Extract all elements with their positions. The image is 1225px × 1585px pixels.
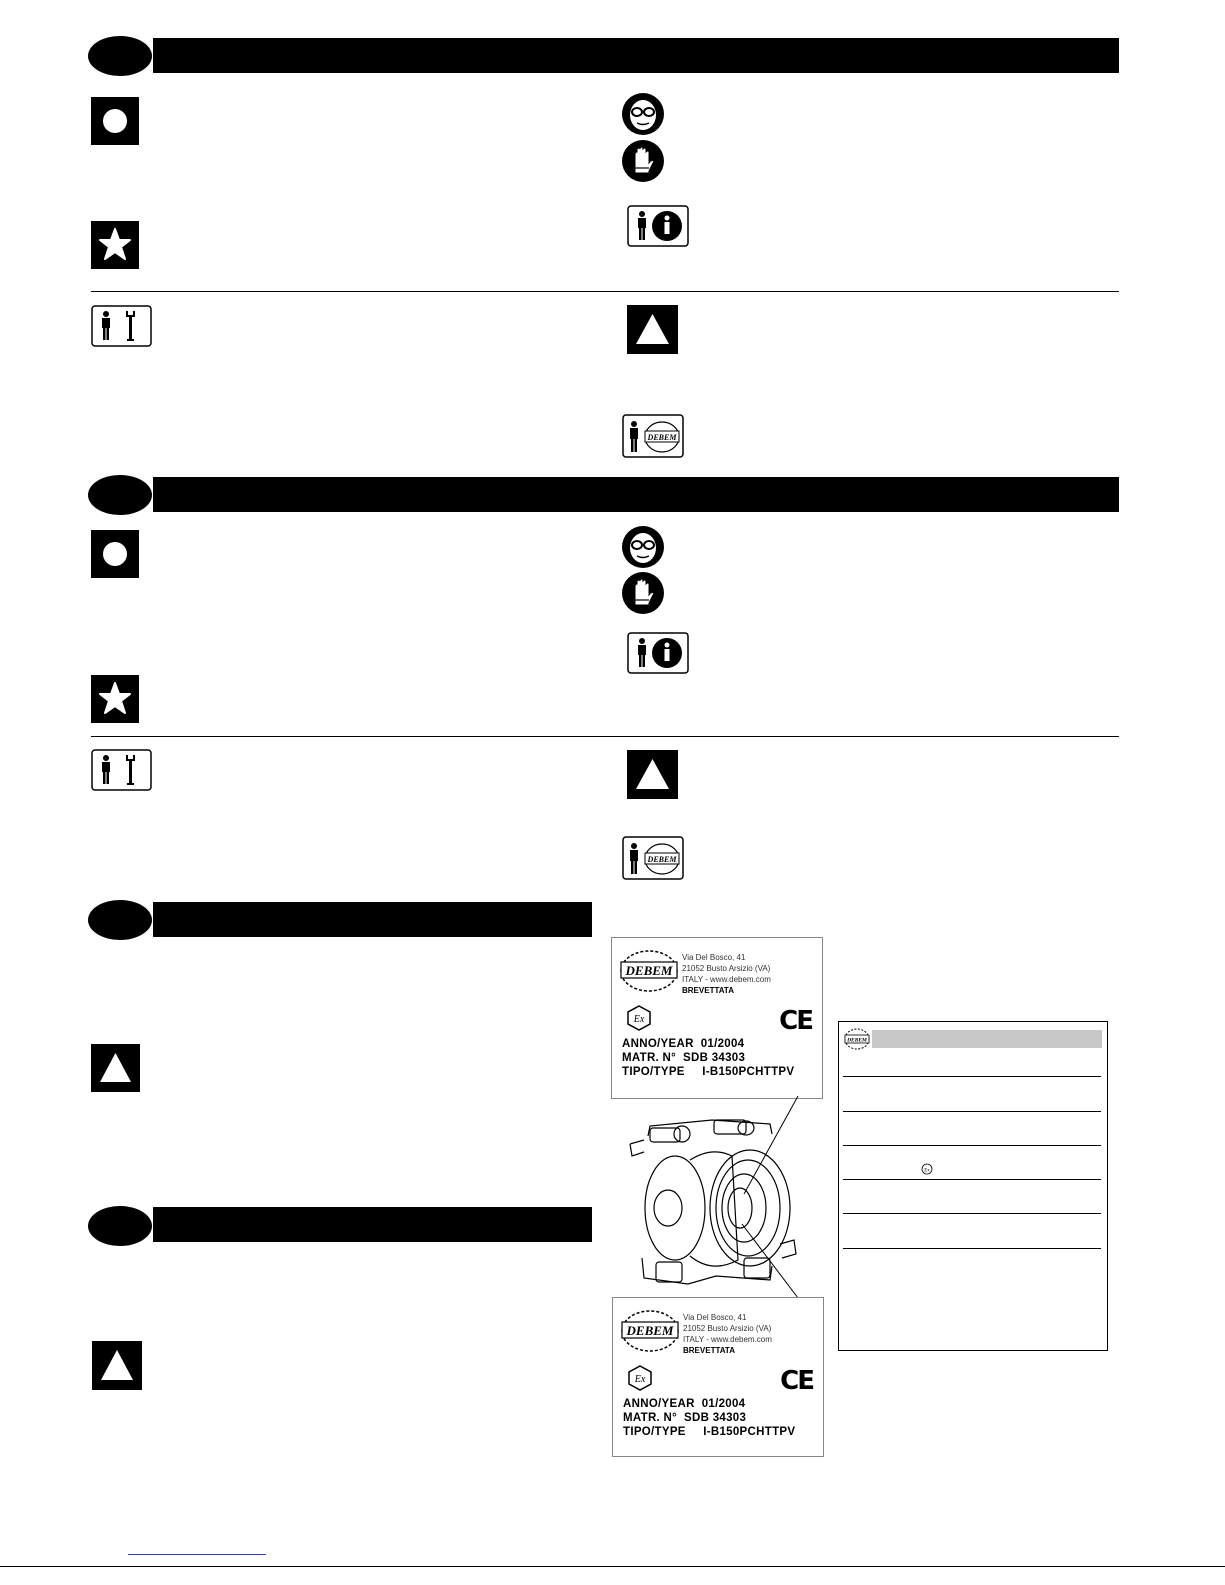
goggles-icon — [621, 92, 665, 136]
plate-field-line — [843, 1111, 1101, 1112]
patent-text: BREVETTATA — [682, 986, 734, 995]
svg-text:DEBEM: DEBEM — [847, 1037, 867, 1044]
atex-ex-icon — [921, 1163, 933, 1175]
gloves-icon — [621, 139, 665, 183]
maintenance-icon — [91, 749, 152, 791]
address-line: Via Del Bosco, 41 — [683, 1313, 747, 1322]
mandatory-icon — [91, 530, 139, 578]
address-line: 21052 Busto Arsizio (VA) — [683, 1324, 772, 1333]
address-line: Via Del Bosco, 41 — [682, 953, 746, 962]
svg-text:Ex: Ex — [634, 1374, 646, 1385]
address-line: ITALY - www.debem.com — [682, 975, 771, 984]
serial-line: MATR. N° SDB 34303 — [623, 1412, 747, 1424]
debem-technician-icon — [622, 414, 684, 458]
svg-text:Ex: Ex — [633, 1014, 645, 1025]
star-icon — [91, 221, 139, 269]
debem-badge-text: DEBEM — [647, 433, 677, 442]
svg-text:Ex: Ex — [924, 1168, 930, 1174]
plate-field-line — [843, 1076, 1101, 1077]
address-line: 21052 Busto Arsizio (VA) — [682, 964, 771, 973]
debem-technician-icon — [622, 836, 684, 880]
star-icon — [91, 675, 139, 723]
warning-icon — [92, 1341, 142, 1390]
plate-field-line — [843, 1145, 1101, 1146]
maintenance-icon — [91, 305, 152, 347]
debem-badge-text: DEBEM — [647, 855, 677, 864]
logo-text: DEBEM — [626, 1323, 674, 1338]
debem-logo-icon — [619, 1308, 681, 1354]
serial-line: MATR. N° SDB 34303 — [622, 1052, 746, 1064]
mandatory-icon — [91, 97, 139, 145]
read-manual-icon — [627, 632, 689, 674]
divider — [91, 736, 1119, 737]
read-manual-icon — [627, 205, 689, 247]
plate-field-line — [843, 1179, 1101, 1180]
manufacturer-address — [682, 952, 771, 996]
type-line: TIPO/TYPE I-B150PCHTTPV — [623, 1426, 796, 1438]
logo-text: DEBEM — [625, 963, 673, 978]
manufacturer-address — [683, 1312, 772, 1356]
debem-logo-icon — [844, 1028, 870, 1050]
goggles-icon — [621, 525, 665, 569]
section-marker — [88, 900, 152, 940]
plate-header-band — [872, 1030, 1102, 1048]
section-header-bar — [153, 38, 1119, 73]
year-line: ANNO/YEAR 01/2004 — [622, 1038, 745, 1050]
pump-nameplate-label — [611, 937, 823, 1099]
section-marker — [88, 36, 152, 76]
ce-mark: CE — [780, 1366, 813, 1396]
warning-icon — [627, 305, 678, 354]
section-header-bar — [153, 902, 592, 937]
pump-nameplate-label — [612, 1297, 824, 1457]
atex-ex-icon — [627, 1364, 653, 1392]
footer-link-underline[interactable] — [128, 1554, 266, 1555]
warning-icon — [91, 1044, 140, 1092]
divider — [91, 291, 1119, 292]
type-line: TIPO/TYPE I-B150PCHTTPV — [622, 1066, 795, 1078]
plate-field-line — [843, 1248, 1101, 1249]
section-marker — [88, 475, 152, 515]
pump-drawing — [620, 1090, 820, 1300]
warning-icon — [627, 750, 678, 799]
section-marker — [88, 1206, 152, 1246]
section-header-bar — [153, 1207, 592, 1242]
address-line: ITALY - www.debem.com — [683, 1335, 772, 1344]
page-bottom-line — [0, 1566, 1225, 1567]
data-plate-form — [838, 1021, 1108, 1351]
debem-logo-icon — [618, 948, 680, 994]
patent-text: BREVETTATA — [683, 1346, 735, 1355]
plate-field-line — [843, 1213, 1101, 1214]
section-header-bar — [153, 477, 1119, 512]
atex-ex-icon — [626, 1004, 652, 1032]
gloves-icon — [621, 571, 665, 615]
ce-mark: CE — [779, 1006, 812, 1036]
year-line: ANNO/YEAR 01/2004 — [623, 1398, 746, 1410]
